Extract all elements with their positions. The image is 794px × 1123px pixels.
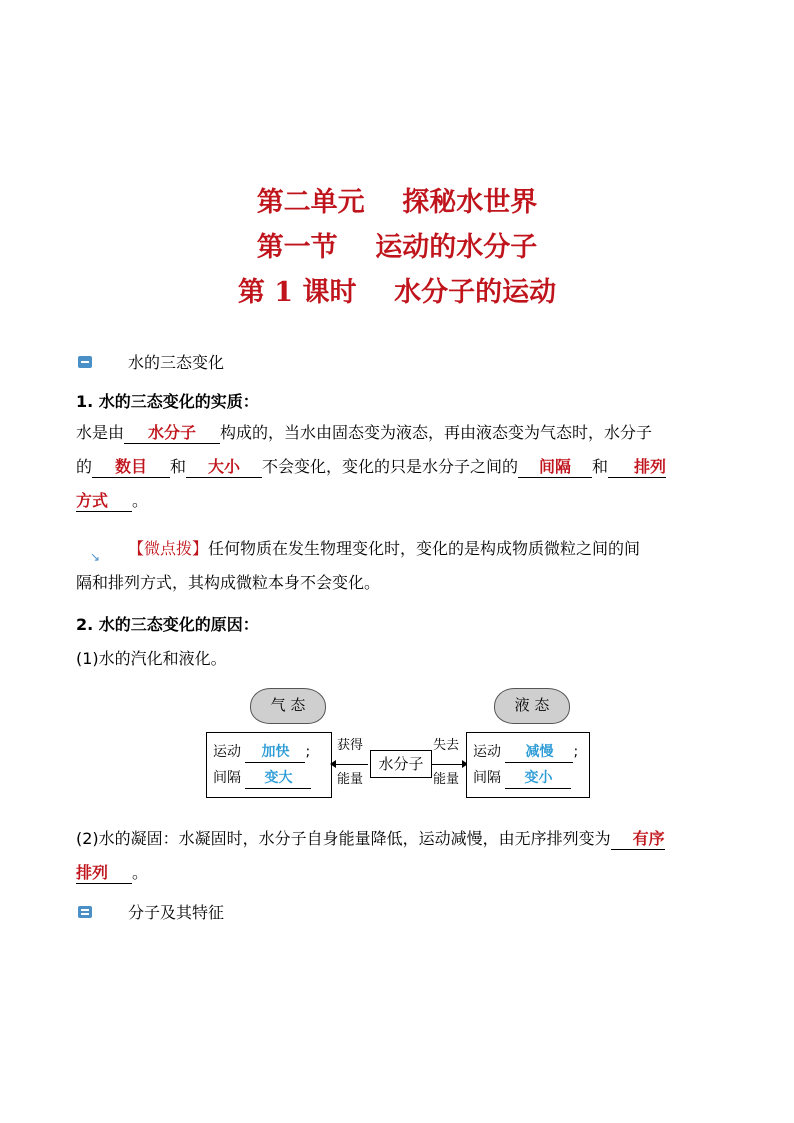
lesson-title: 第 1 课时 水分子的运动 [237,277,557,308]
content [76,352,720,938]
answer-blank: 排列 [608,457,666,478]
q1-text: 。 [132,491,149,510]
tip-line-2: 隔和排列方式，其构成微粒本身不会变化。 [76,573,381,592]
section-heading-1 [76,352,720,378]
unit-title: 第二单元 探秘水世界 [256,187,538,218]
tip-text: 任何物质在发生物理变化时，变化的是构成物质微粒之间的间 [208,539,641,558]
q1-line-3 [76,484,720,518]
q1-text: 和 [592,457,609,476]
state-change-diagram [76,686,720,814]
motion-label: 运动 [213,744,241,760]
lose-energy-top: 失去 [432,738,459,753]
gain-energy-top: 获得 [336,738,363,753]
answer-blank: 大小 [186,457,262,478]
answer-blank: 水分子 [124,423,220,444]
q1-text: 不会变化，变化的只是水分子之间的 [262,457,519,476]
answer-blank: 排列 [76,863,132,884]
gain-arrow-line [334,764,368,765]
q1-text: 构成的，当水由固态变为液态，再由液态变为气态时，水分子 [220,423,653,442]
q1-line-1 [76,416,720,450]
tip-block [76,532,720,600]
gas-box [206,732,332,798]
section-heading-2 [76,902,720,928]
lose-arrow-line [432,764,464,765]
q2-sub2-line-2 [76,856,720,890]
tip-tag: 【微点拨】 [128,539,209,558]
q1-text: 的 [76,457,93,476]
lose-energy-bottom: 能量 [432,772,459,787]
q1-text: 和 [170,457,187,476]
q2-title: 2. 水的三态变化的原因： [76,615,259,634]
liquid-gap-row [473,767,571,789]
gain-arrow-head [330,760,336,768]
answer-blank: 数目 [92,457,170,478]
answer-blank: 方式 [76,491,132,512]
answer-blank: 变小 [505,768,571,789]
q2-sub2-line-1 [76,822,720,856]
gas-motion-row [213,741,310,763]
semicolon: ; [305,744,311,760]
gain-energy-bottom: 能量 [336,772,363,787]
q1-text: 水是由 [76,423,125,442]
section-two-icon [78,906,92,918]
answer-blank: 有序 [611,829,665,850]
q1-title: 1. 水的三态变化的实质： [76,392,259,411]
answer-blank: 减慢 [505,742,573,763]
q2-sub1: (1)水的汽化和液化。 [76,649,227,668]
liquid-motion-row [473,741,578,763]
section-heading-text: 分子及其特征 [128,903,225,922]
gap-label: 间隔 [473,770,501,786]
q2-sub2-text: 。 [132,863,149,882]
gas-gap-row [213,767,311,789]
liquid-cloud: 液 态 [494,688,570,724]
title-block [0,180,794,315]
section-one-icon [78,356,92,368]
answer-blank: 间隔 [518,457,592,478]
section-title: 第一节 运动的水分子 [256,232,538,263]
motion-label: 运动 [473,744,501,760]
q1-line-2 [76,450,720,484]
section-heading-text: 水的三态变化 [128,353,225,372]
answer-blank: 加快 [245,742,305,763]
answer-blank: 变大 [245,768,311,789]
semicolon: ; [573,744,579,760]
tip-pointer-icon: ↘ [90,550,101,564]
liquid-box [466,732,590,798]
tip-line-1 [76,532,720,566]
water-molecule-box: 水分子 [370,750,432,778]
q2-sub2-text: (2)水的凝固：水凝固时，水分子自身能量降低，运动减慢，由无序排列变为 [76,829,611,848]
gas-cloud: 气 态 [250,688,326,724]
gap-label: 间隔 [213,770,241,786]
